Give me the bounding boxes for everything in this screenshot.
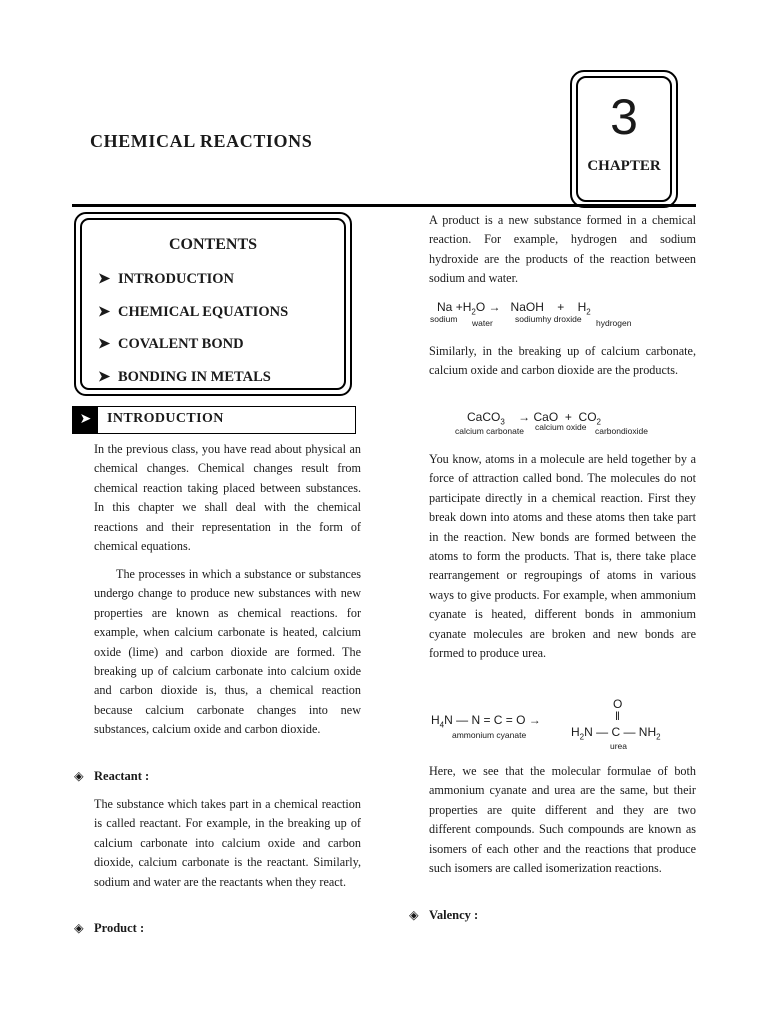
bonds-paragraph: You know, atoms in a molecule are held together by a force of attraction called bond. The molecules do not participate directly in a chemical reaction. First they break down into atoms and these atoms then take part in the reaction. New bonds are formed between the atoms to form the products. That is, there take place rearrangement or regroupings of atoms in various ways to give products. For example, when ammonium cyanate is heated, different bonds in ammonium cyanate molecules are broken and new bonds are formed to produce urea. — [429, 452, 696, 661]
formula-urea-body: N — C — NH — [584, 725, 657, 739]
similarly-paragraph: Similarly, in the breaking up of calcium carbonate, calcium oxide and carbon dioxide are the products. — [429, 344, 696, 378]
label-water: water — [472, 318, 493, 328]
label-sodium-hydroxide: sodiumhy droxide — [515, 314, 582, 324]
isomers-paragraph: Here, we see that the molecular formulae of both ammonium cyanate and urea are the same, but their properties are quite different and they are two different compounds. Such compounds are known as isomers of each other and the reactions that produce such isomers are called isomerization reactions. — [429, 764, 696, 876]
subscript: 4 — [439, 720, 445, 730]
formula-na: Na — [437, 300, 453, 314]
formula-caco3: CaCO — [467, 410, 501, 424]
intro-paragraph: In the previous class, you have read about physical an chemical changes. Chemical changes result from chemical reaction taking placed between substances. In this chapter we shall deal with the chemical reactions and their representation in the form of chemical equations. — [94, 442, 361, 554]
subscript: 2 — [656, 732, 661, 742]
contents-item-label: CHEMICAL EQUATIONS — [118, 304, 289, 320]
diamond-bullet-icon: ◈ — [74, 921, 84, 935]
label-ammonium-cyanate: ammonium cyanate — [452, 730, 527, 740]
product-heading-label: Product : — [94, 921, 145, 935]
valency-heading-label: Valency : — [429, 908, 479, 922]
reactant-paragraph: The substance which takes part in a chemical reaction is called reactant. For example, in the breaking up of calcium carbonate into calcium oxide and carbon dioxide, calcium carbonate is the reactant. Similarly, sodium and water are the reactants when they react. — [94, 797, 361, 889]
label-sodium: sodium — [430, 314, 458, 324]
formula-cao: CaO — [533, 410, 559, 424]
plus-sign: + — [455, 300, 463, 314]
diamond-bullet-icon: ◈ — [409, 908, 419, 922]
section-heading: INTRODUCTION — [107, 411, 224, 426]
diamond-bullet-icon: ◈ — [74, 769, 84, 783]
arrow-bullet-icon: ➤ — [98, 369, 111, 385]
contents-box-inner — [80, 218, 346, 390]
header-divider — [72, 204, 696, 207]
subscript: 2 — [586, 307, 591, 317]
chapter-label: CHAPTER — [587, 158, 661, 174]
contents-item-label: BONDING IN METALS — [118, 369, 271, 385]
formula-ammonium-cyanate: N — N = C = O → — [444, 713, 541, 727]
subscript: 2 — [596, 417, 601, 427]
formula-urea — [571, 725, 661, 741]
formula-h2o: H — [462, 300, 472, 314]
equation-ammonium-cyanate — [431, 713, 541, 729]
contents-item-label: INTRODUCTION — [118, 271, 235, 287]
formula-h2o-end: O — [475, 300, 486, 314]
contents-item — [98, 336, 244, 353]
reaction-arrow: → — [518, 410, 531, 424]
contents-item — [98, 369, 271, 386]
chapter-badge-inner — [576, 76, 672, 202]
contents-box — [74, 212, 352, 396]
label-calcium-oxide: calcium oxide — [535, 422, 587, 432]
reactant-heading — [74, 768, 149, 784]
arrow-bullet-icon: ➤ — [73, 407, 98, 433]
arrow-bullet-icon: ➤ — [98, 304, 111, 320]
intro-paragraph-2: The processes in which a substance or substances undergo change to produce new substances with new properties are known as chemical reactions. for example, when calcium carbonate is heated, calcium oxide (lime) and carbon dioxide are formed. The breaking up of calcium carbonate into calcium oxide and carbon dioxide is, thus, a chemical reaction because calcium carbonate changes into new substances, calcium oxide and carbon dioxide. — [94, 567, 361, 737]
contents-title: CONTENTS — [168, 236, 258, 253]
formula-h: H — [571, 725, 580, 739]
page-title: CHEMICAL REACTIONS — [90, 131, 313, 151]
label-hydrogen: hydrogen — [596, 318, 632, 328]
subscript: 2 — [471, 307, 476, 317]
plus-sign: + — [564, 410, 572, 424]
label-urea: urea — [610, 741, 628, 751]
arrow-bullet-icon: ➤ — [98, 271, 111, 287]
subscript: 2 — [579, 732, 585, 742]
valency-heading — [409, 907, 478, 923]
chapter-badge — [570, 70, 678, 208]
plus-sign: + — [557, 300, 565, 314]
formula-co2: CO — [578, 410, 597, 424]
formula-h2: H — [577, 300, 587, 314]
contents-item — [98, 271, 234, 288]
section-heading-bar — [72, 406, 356, 434]
product-heading — [74, 920, 144, 936]
double-bond: ‖ — [615, 709, 620, 723]
urea-oxygen: O — [613, 697, 623, 711]
contents-item-label: COVALENT BOND — [118, 336, 244, 352]
label-calcium-carbonate: calcium carbonate — [455, 426, 524, 436]
chapter-number: 3 — [610, 89, 638, 145]
product-paragraph: A product is a new substance formed in a chemical reaction. For example, hydrogen and sodium hydroxide are the products of the reaction between sodium and water. — [429, 213, 696, 286]
label-carbon-dioxide: carbondioxide — [595, 426, 648, 436]
subscript: 3 — [500, 417, 505, 427]
reactant-heading-label: Reactant : — [94, 769, 150, 783]
reaction-arrow: → — [488, 300, 501, 314]
formula-naoh: NaOH — [510, 300, 544, 314]
arrow-bullet-icon: ➤ — [98, 336, 111, 352]
contents-item — [98, 304, 288, 321]
formula-h: H — [431, 713, 440, 727]
